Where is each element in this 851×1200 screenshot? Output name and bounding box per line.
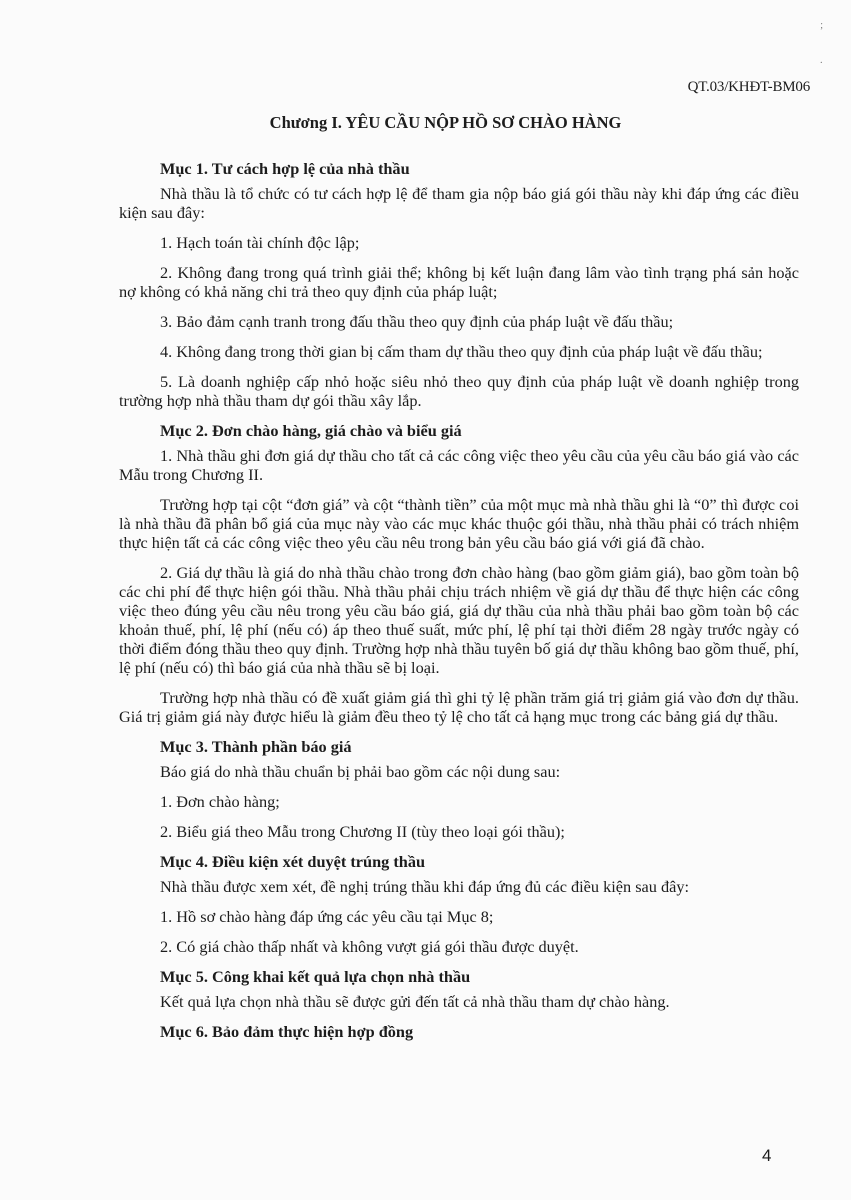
list-item: 1. Đơn chào hàng; <box>160 792 280 811</box>
paragraph: 1. Nhà thầu ghi đơn giá dự thầu cho tất cả các công việc theo yêu cầu của yêu cầu báo giá vào các Mẫu trong Chương II. <box>119 446 799 484</box>
list-item: 5. Là doanh nghiệp cấp nhỏ hoặc siêu nhỏ theo quy định của pháp luật về doanh nghiệp trong trường hợp nhà thầu tham dự gói thầu xây lắp. <box>119 372 799 410</box>
list-item: 2. Không đang trong quá trình giải thể; không bị kết luận đang lâm vào tình trạng phá sản hoặc nợ không có khả năng chi trả theo quy định của pháp luật; <box>119 263 799 301</box>
paragraph: Trường hợp nhà thầu có đề xuất giảm giá thì ghi tỷ lệ phần trăm giá trị giảm giá vào đơn dự thầu. Giá trị giảm giá này được hiểu là giảm đều theo tỷ lệ cho tất cả hạng mục trong các bảng giá dự thầu. <box>119 688 799 726</box>
section-heading: Mục 3. Thành phần báo giá <box>160 737 352 756</box>
list-item: 3. Bảo đảm cạnh tranh trong đấu thầu theo quy định của pháp luật về đấu thầu; <box>160 312 674 331</box>
paragraph: Trường hợp tại cột “đơn giá” và cột “thành tiền” của một mục mà nhà thầu ghi là “0” thì được coi là nhà thầu đã phân bổ giá của mục này vào các mục khác thuộc gói thầu, nhà thầu phải có trách nhiệm thực hiện tất cả các công việc theo yêu cầu nêu trong bản yêu cầu báo giá với giá đã chào. <box>119 495 799 552</box>
list-item: 2. Có giá chào thấp nhất và không vượt giá gói thầu được duyệt. <box>160 937 579 956</box>
list-item: 2. Biểu giá theo Mẫu trong Chương II (tùy theo loại gói thầu); <box>160 822 565 841</box>
list-item: 4. Không đang trong thời gian bị cấm tham dự thầu theo quy định của pháp luật về đấu thầu; <box>160 342 763 361</box>
paragraph: 2. Giá dự thầu là giá do nhà thầu chào trong đơn chào hàng (bao gồm giảm giá), bao gồm toàn bộ các chi phí để thực hiện gói thầu. Nhà thầu phải chịu trách nhiệm về giá dự thầu để thực hiện các công việc theo đúng yêu cầu nêu trong yêu cầu báo giá, giá dự thầu của nhà thầu phải bao gồm toàn bộ các khoản thuế, phí, lệ phí (nếu có) áp theo thuế suất, mức phí, lệ phí tại thời điểm 28 ngày trước ngày có thời điểm đóng thầu theo quy định. Trường hợp nhà thầu tuyên bố giá dự thầu không bao gồm thuế, phí, lệ phí (nếu có) thì báo giá của nhà thầu sẽ bị loại. <box>119 563 799 677</box>
section-heading: Mục 2. Đơn chào hàng, giá chào và biểu giá <box>160 421 462 440</box>
paragraph: Nhà thầu là tổ chức có tư cách hợp lệ để tham gia nộp báo giá gói thầu này khi đáp ứng các điều kiện sau đây: <box>119 184 799 222</box>
section-heading: Mục 4. Điều kiện xét duyệt trúng thầu <box>160 852 426 871</box>
list-item: 1. Hồ sơ chào hàng đáp ứng các yêu cầu tại Mục 8; <box>160 907 494 926</box>
scan-mark: · <box>819 58 823 69</box>
page-number: 4 <box>762 1146 772 1165</box>
paragraph: Báo giá do nhà thầu chuẩn bị phải bao gồm các nội dung sau: <box>160 762 561 781</box>
section-heading: Mục 1. Tư cách hợp lệ của nhà thầu <box>160 159 410 178</box>
paragraph: Nhà thầu được xem xét, đề nghị trúng thầu khi đáp ứng đủ các điều kiện sau đây: <box>160 877 690 896</box>
scan-mark: ; <box>820 20 823 31</box>
chapter-title: Chương I. YÊU CẦU NỘP HỒ SƠ CHÀO HÀNG <box>269 113 622 132</box>
section-heading: Mục 6. Bảo đảm thực hiện hợp đồng <box>160 1022 414 1041</box>
document-code: QT.03/KHĐT-BM06 <box>687 79 810 95</box>
section-heading: Mục 5. Công khai kết quả lựa chọn nhà thầu <box>160 967 471 986</box>
paragraph: Kết quả lựa chọn nhà thầu sẽ được gửi đến tất cả nhà thầu tham dự chào hàng. <box>160 992 670 1011</box>
list-item: 1. Hạch toán tài chính độc lập; <box>160 233 360 252</box>
document-body <box>119 150 799 1047</box>
